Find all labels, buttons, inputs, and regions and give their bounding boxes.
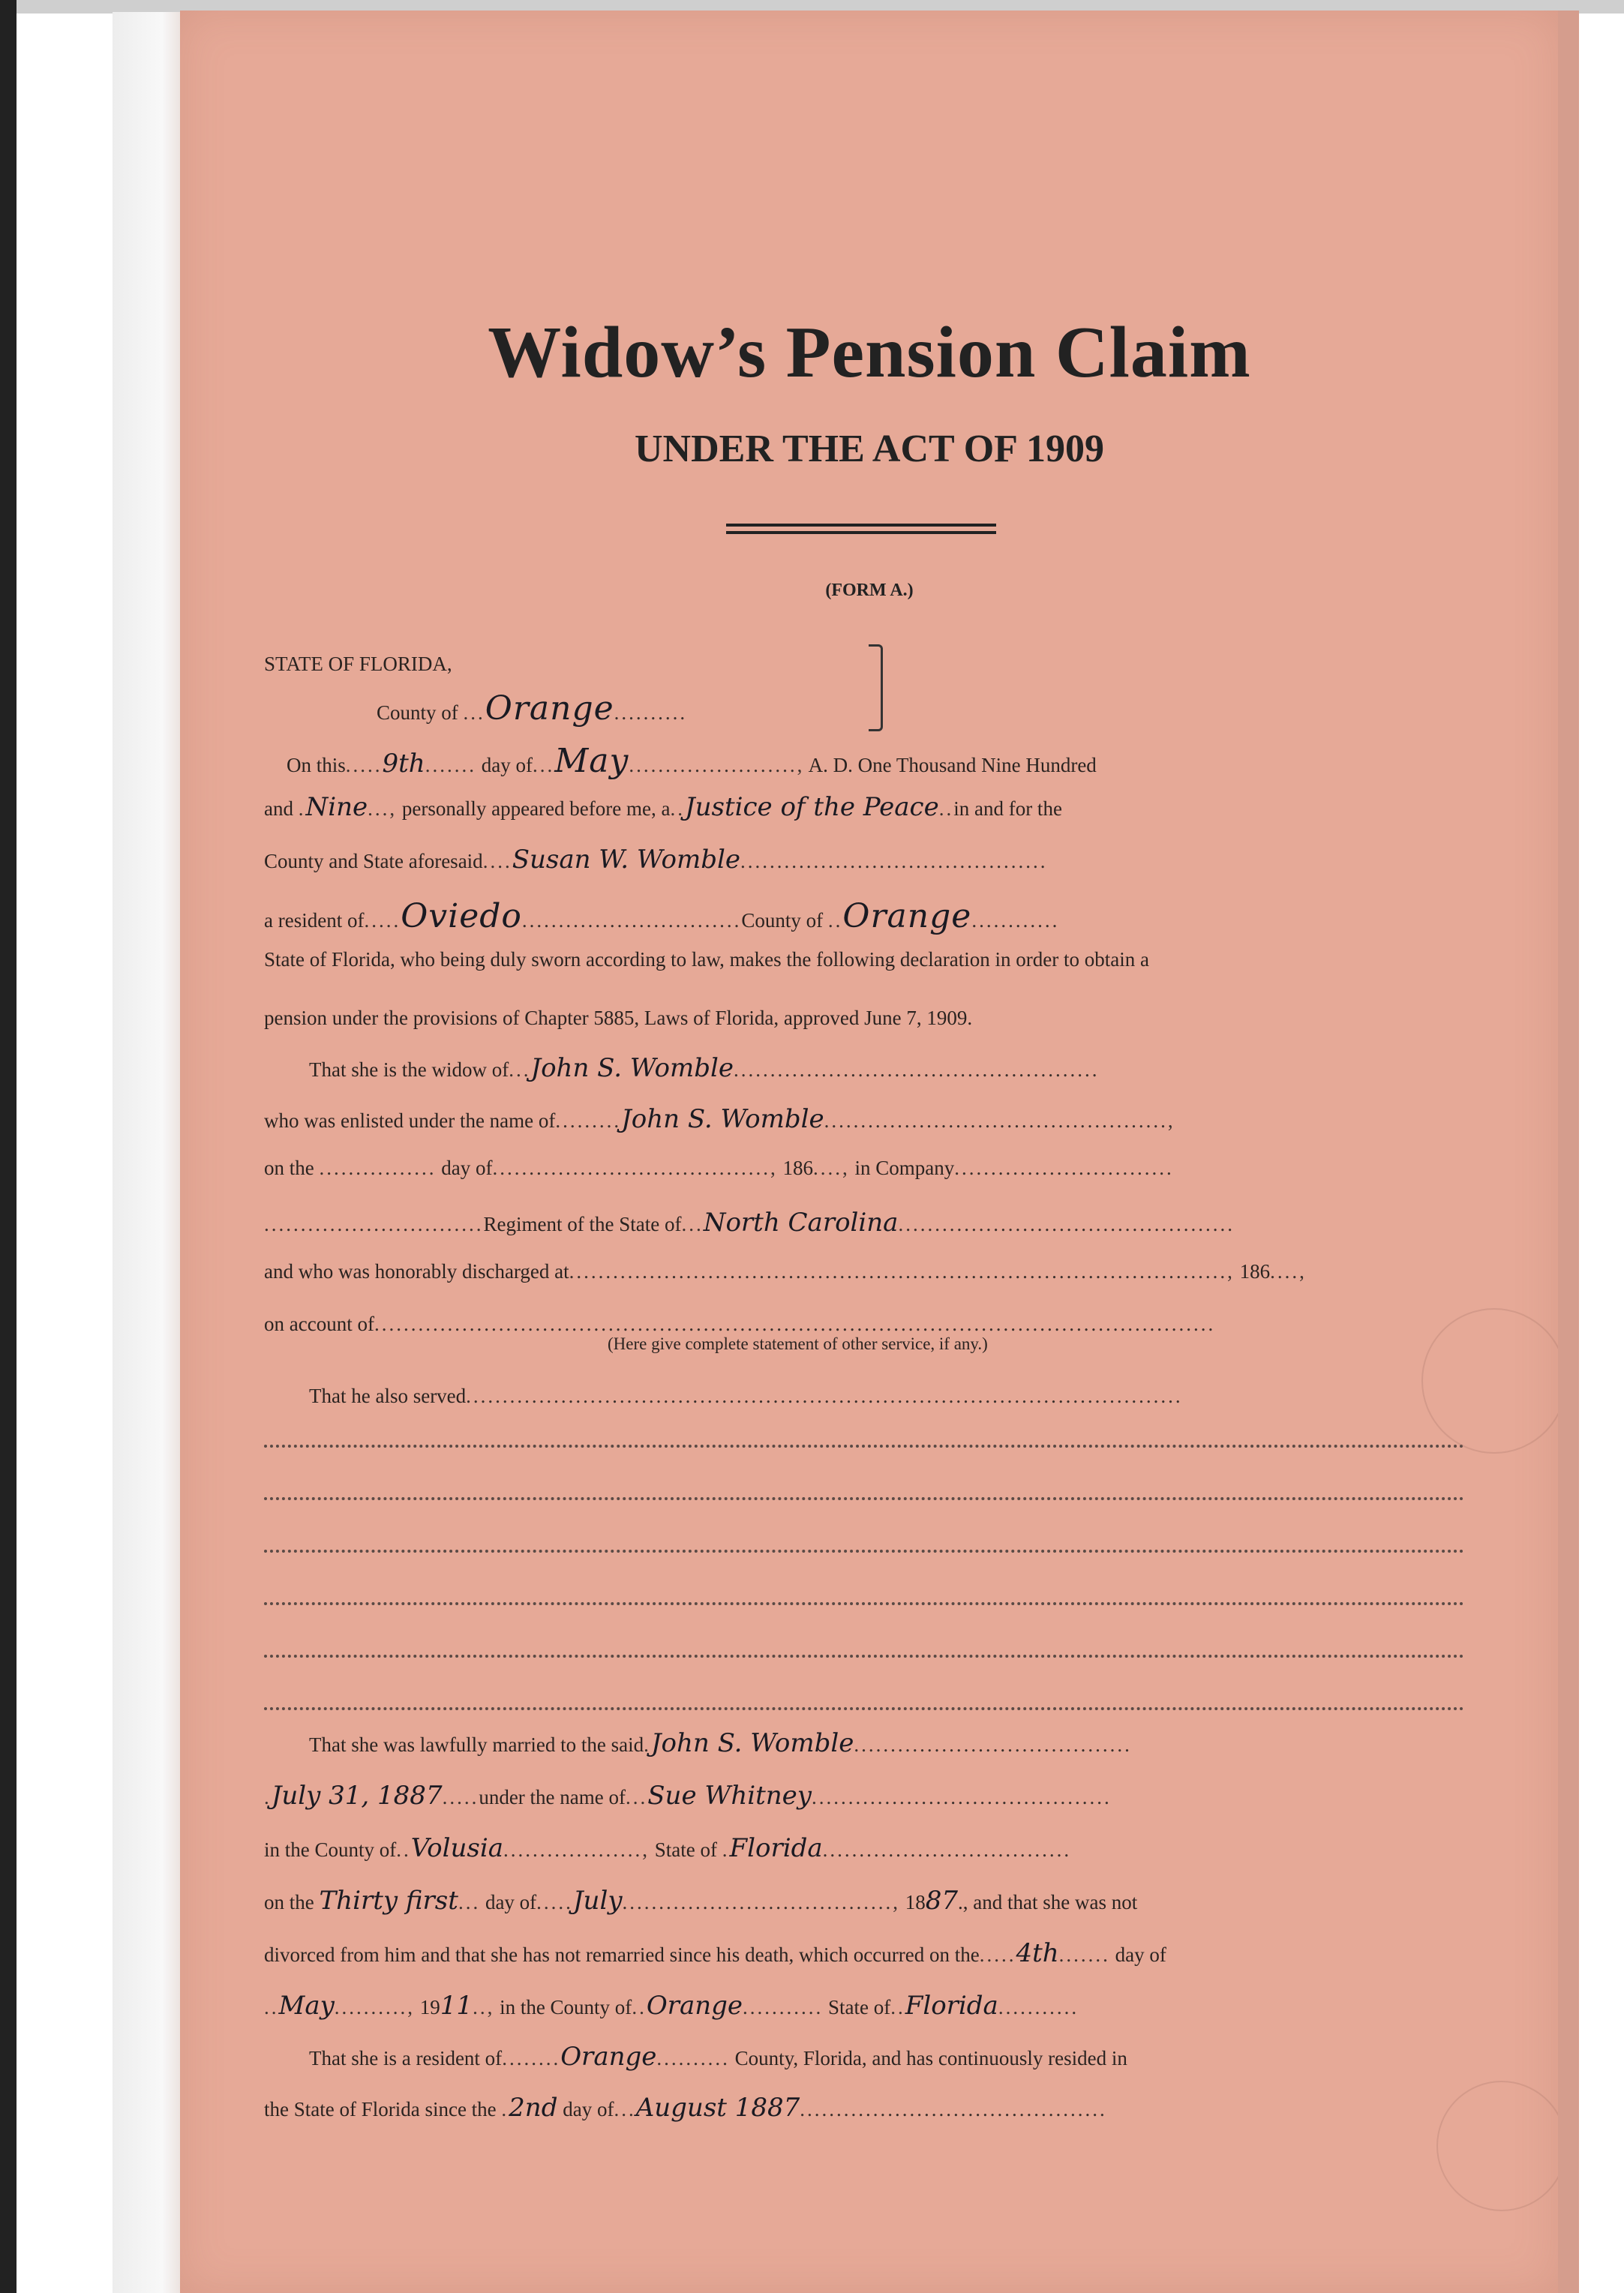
current-county-handwritten: Orange bbox=[560, 2042, 657, 2072]
blank-line-3 bbox=[264, 1550, 1464, 1553]
blank-line-6 bbox=[264, 1707, 1464, 1710]
declaration-line-4: a resident of.....Oviedo..............................County of ..Orange............ bbox=[264, 897, 1060, 935]
title-rule-bottom bbox=[726, 531, 996, 534]
declaration-line-1: On this.....9th....... day of...May......................., A. D. One Thousand Nine Hundred bbox=[287, 742, 1097, 780]
residence-county-handwritten: Orange bbox=[842, 897, 972, 935]
officer-handwritten: Justice of the Peace bbox=[684, 792, 939, 822]
faint-seal-upper bbox=[1421, 1308, 1567, 1454]
marriage-day-handwritten: Thirty first bbox=[319, 1886, 458, 1916]
residence-since-line: the State of Florida since the .2nd day of...August 1887.......................................... bbox=[264, 2093, 1107, 2123]
day-handwritten: 9th bbox=[382, 749, 425, 779]
blank-line-1 bbox=[264, 1445, 1464, 1448]
regiment-state-handwritten: North Carolina bbox=[703, 1208, 899, 1238]
title-rule-top bbox=[726, 524, 996, 527]
service-note: (Here give complete statement of other service, if any.) bbox=[608, 1334, 988, 1353]
pension-form-page bbox=[180, 11, 1559, 2293]
maiden-name-handwritten: Sue Whitney bbox=[647, 1781, 812, 1811]
death-line: divorced from him and that she has not remarried since his death, which occurred on the.....4th....... day of bbox=[264, 1938, 1166, 1968]
document-title: Widow’s Pension Claim bbox=[488, 312, 1251, 393]
marriage-county-handwritten: Volusia bbox=[410, 1833, 504, 1863]
blank-line-4 bbox=[264, 1602, 1464, 1605]
county-handwritten: Orange bbox=[485, 689, 614, 728]
declaration-line-5: State of Florida, who being duly sworn according to law, makes the following declaration in order to obtain a bbox=[264, 948, 1149, 971]
venue-state: STATE OF FLORIDA, bbox=[264, 653, 452, 675]
claimant-handwritten: Susan W. Womble bbox=[512, 845, 741, 875]
death-day-handwritten: 4th bbox=[1016, 1938, 1059, 1968]
husband-handwritten: John S. Womble bbox=[530, 1053, 734, 1083]
enlisted-name-handwritten: John S. Womble bbox=[621, 1104, 824, 1134]
also-served-line: That he also served.................................................................................................. bbox=[309, 1385, 1183, 1407]
scan-left-edge bbox=[0, 0, 17, 2293]
death-month-handwritten: May bbox=[278, 1991, 335, 2021]
year-handwritten: Nine bbox=[305, 792, 368, 822]
married-to-handwritten: John S. Womble bbox=[650, 1728, 854, 1758]
form-label: (FORM A.) bbox=[825, 581, 914, 600]
venue-county: County of ...Orange.......... bbox=[377, 689, 688, 728]
month-handwritten: May bbox=[554, 742, 629, 780]
death-place-line: ..May.........., 1911.., in the County of..Orange........... State of..Florida........... bbox=[264, 1991, 1079, 2021]
marriage-date-line: on the Thirty first... day of.....July....................................., 1887., and that she was not bbox=[264, 1886, 1138, 1916]
declaration-line-2: and .Nine..., personally appeared before me, a..Justice of the Peace..in and for the bbox=[264, 792, 1062, 822]
since-day-handwritten: 2nd bbox=[509, 2093, 558, 2123]
blank-line-5 bbox=[264, 1655, 1464, 1658]
enlisted-name-line: who was enlisted under the name of.........John S. Womble..............................................., bbox=[264, 1104, 1175, 1134]
blank-line-2 bbox=[264, 1497, 1464, 1500]
page-right-edge bbox=[1558, 11, 1579, 2293]
residence-county-line: That she is a resident of........Orange.......... County, Florida, and has continuously resided in bbox=[309, 2042, 1127, 2072]
since-month-year-handwritten: August 1887 bbox=[635, 2093, 800, 2123]
marriage-month-handwritten: July bbox=[572, 1886, 623, 1916]
maiden-name-line: .July 31, 1887.....under the name of...Sue Whitney......................................... bbox=[264, 1781, 1112, 1811]
death-state-handwritten: Florida bbox=[905, 1991, 998, 2021]
account-of-line: on account of................................................................................................................... bbox=[264, 1313, 1216, 1335]
death-year-handwritten: 11 bbox=[440, 1991, 473, 2021]
residence-handwritten: Oviedo bbox=[401, 897, 522, 935]
declaration-line-3: County and State aforesaid....Susan W. Womble.......................................... bbox=[264, 845, 1048, 875]
death-county-handwritten: Orange bbox=[646, 1991, 743, 2021]
marriage-county-line: in the County of..Volusia..................., State of .Florida.................................. bbox=[264, 1833, 1072, 1863]
venue-brace bbox=[869, 644, 883, 731]
document-subtitle: UNDER THE ACT OF 1909 bbox=[634, 428, 1105, 470]
enlistment-date-line: on the ................ day of......................................, 186...., in Company.............................. bbox=[264, 1157, 1174, 1179]
widow-of-line: That she is the widow of...John S. Womble.................................................. bbox=[309, 1053, 1100, 1083]
declaration-line-6: pension under the provisions of Chapter 5885, Laws of Florida, approved June 7, 1909. bbox=[264, 1007, 973, 1029]
faint-seal-lower bbox=[1436, 2081, 1567, 2211]
marriage-year-handwritten: 87 bbox=[925, 1886, 959, 1916]
married-to-line: That she was lawfully married to the said.John S. Womble...................................... bbox=[309, 1728, 1132, 1758]
regiment-line: ..............................Regiment of the State of...North Carolina.............................................. bbox=[264, 1208, 1235, 1238]
marriage-state-handwritten: Florida bbox=[729, 1833, 823, 1863]
marriage-date-handwritten: July 31, 1887 bbox=[271, 1781, 443, 1811]
discharge-line: and who was honorably discharged at.........................................................................................., 186...., bbox=[264, 1260, 1307, 1283]
